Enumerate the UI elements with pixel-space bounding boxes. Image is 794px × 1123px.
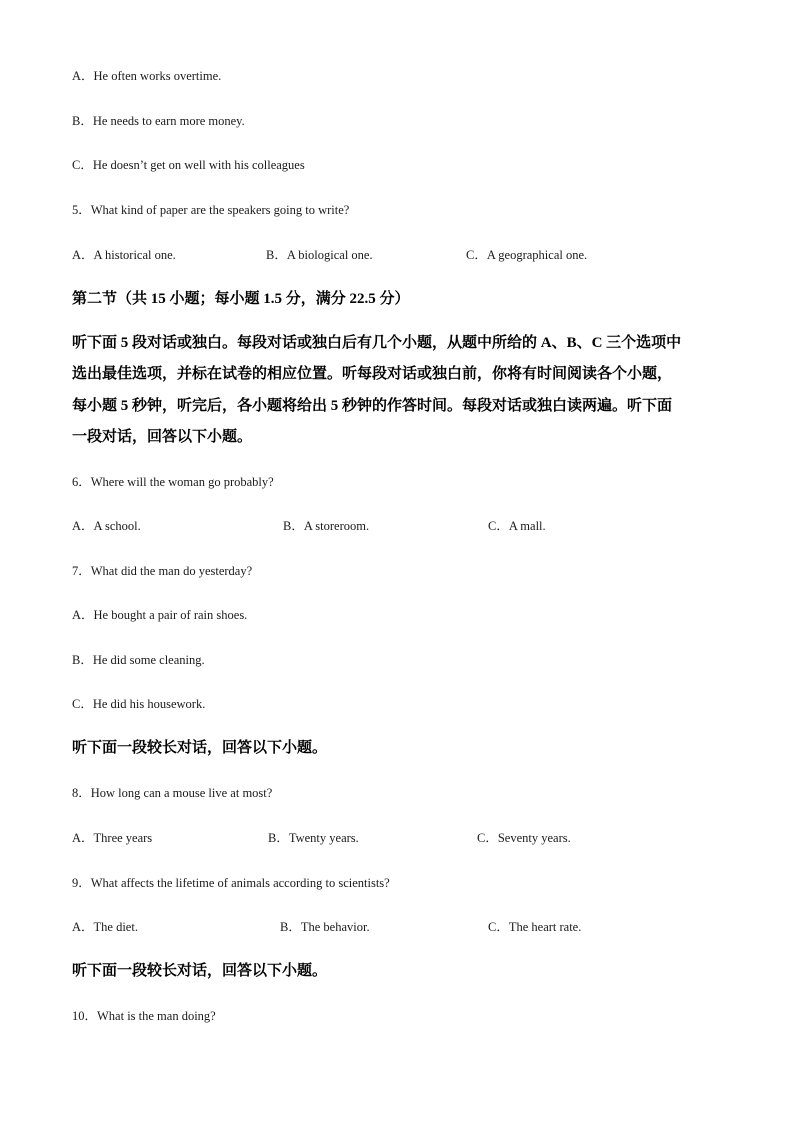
section2-instructions [72,328,724,453]
q5-option-b: B．A biological one. [266,248,373,262]
q7-option-a: A．He bought a pair of rain shoes. [72,608,248,622]
q9-option-c: C．The heart rate. [488,920,582,934]
q9-option-b: B．The behavior. [280,920,370,934]
q5-question: 5．What kind of paper are the speakers going to write? [72,203,350,217]
section2-instruction-line: 听下面 5 段对话或独白。每段对话或独白后有几个小题，从题中所给的 A、B、C 三个选项中 [72,335,682,351]
q5-option-c: C．A geographical one. [466,248,588,262]
q4-option-c: C．He doesn’t get on well with his colleagues [72,158,305,172]
q7-option-c: C．He did his housework. [72,697,206,711]
q7-question: 7．What did the man do yesterday? [72,564,253,578]
q4-option-a: A．He often works overtime. [72,69,222,83]
q5-option-a: A．A historical one. [72,248,176,262]
q9-option-a: A．The diet. [72,920,138,934]
long-dialogue-instruction: 听下面一段较长对话，回答以下小题。 [72,740,328,756]
section2-instruction-line: 选出最佳选项，并标在试卷的相应位置。听每段对话或独白前，你将有时间阅读各个小题， [72,366,673,383]
q8-option-b: B．Twenty years. [268,831,359,845]
q6-option-a: A．A school. [72,519,141,533]
q8-question: 8．How long can a mouse live at most? [72,786,273,800]
section2-instruction-line: 一段对话，回答以下小题。 [72,428,253,445]
section2-instruction-line: 每小题 5 秒钟，听完后，各小题将给出 5 秒钟的作答时间。每段对话或独白读两遍。听下面 [72,397,673,414]
long-dialogue-instruction: 听下面一段较长对话，回答以下小题。 [72,963,328,979]
q6-option-c: C．A mall. [488,519,546,533]
q4-option-b: B．He needs to earn more money. [72,114,245,128]
q8-option-a: A．Three years [72,831,153,845]
section2-heading: 第二节（共 15 小题；每小题 1.5 分，满分 22.5 分） [72,291,410,307]
q10-question: 10．What is the man doing? [72,1009,216,1023]
q6-question: 6．Where will the woman go probably? [72,475,274,489]
q9-question: 9．What affects the lifetime of animals according to scientists? [72,876,390,890]
q7-option-b: B．He did some cleaning. [72,653,205,667]
q8-option-c: C．Seventy years. [477,831,571,845]
q6-option-b: B．A storeroom. [283,519,370,533]
